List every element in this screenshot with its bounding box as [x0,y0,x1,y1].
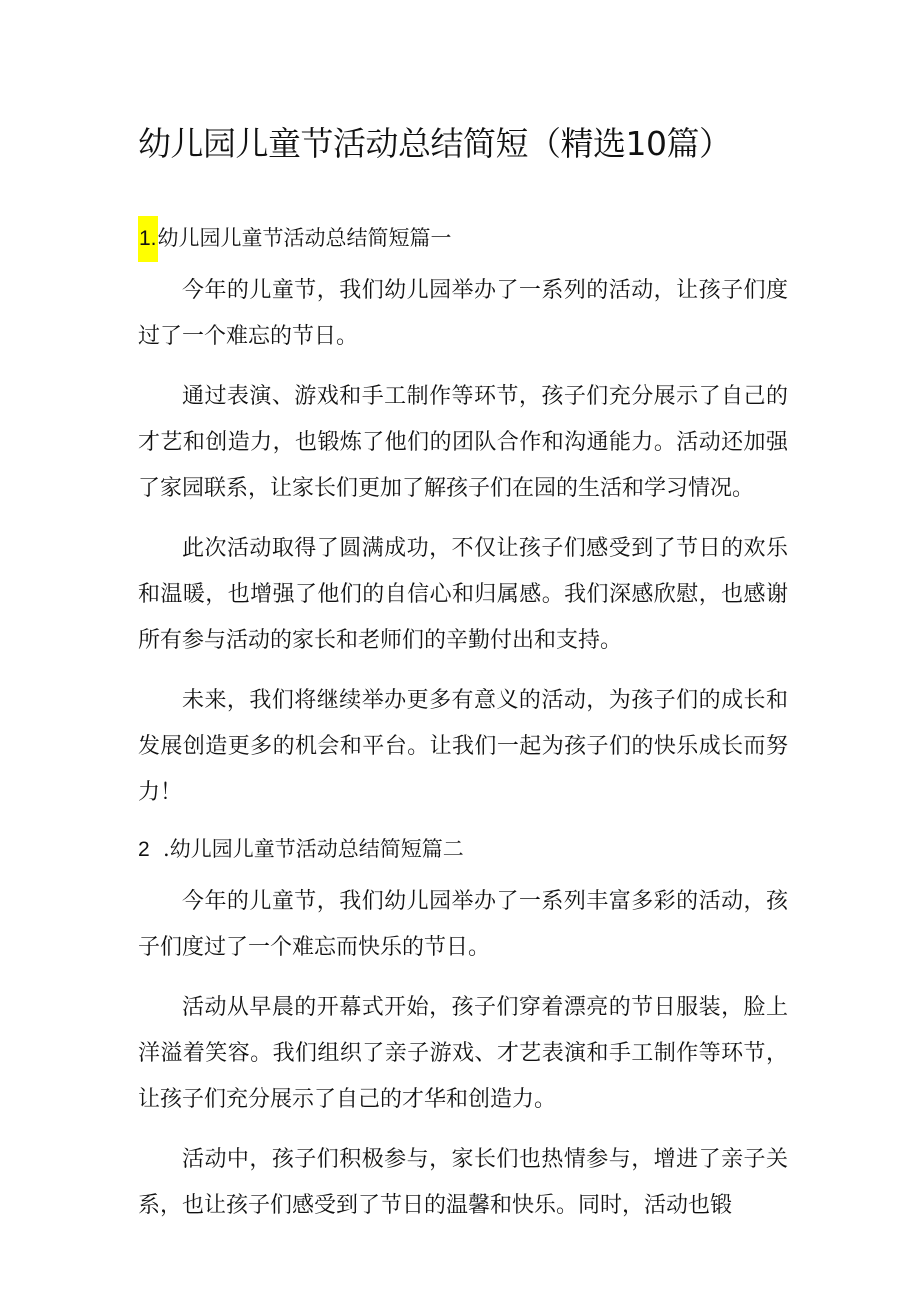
document-body [138,215,788,1243]
paragraph: 通过表演、游戏和手工制作等环节，孩子们充分展示了自己的才艺和创造力，也锻炼了他们的团队合作和沟通能力。活动还加强了家园联系，让家长们更加了解孩子们在园的生活和学习情况。 [138,384,788,501]
paragraph: 活动中，孩子们积极参与，家长们也热情参与，增进了亲子关系，也让孩子们感受到了节日的温馨和快乐。同时，活动也锻 [138,1147,788,1218]
section-heading-text-1: 幼儿园儿童节活动总结简短篇一 [157,226,452,250]
section-heading-2 [138,826,788,873]
section-heading-text-2: .幼儿园儿童节活动总结简短篇二 [163,837,464,861]
paragraph: 今年的儿童节，我们幼儿园举办了一系列丰富多彩的活动，孩子们度过了一个难忘而快乐的节日。 [138,889,788,960]
section-heading-1 [138,215,788,262]
paragraph: 活动从早晨的开幕式开始，孩子们穿着漂亮的节日服装，脸上洋溢着笑容。我们组织了亲子游戏、才艺表演和手工制作等环节，让孩子们充分展示了自己的才华和创造力。 [138,995,788,1112]
paragraph: 未来，我们将继续举办更多有意义的活动，为孩子们的成长和发展创造更多的机会和平台。让我们一起为孩子们的快乐成长而努力！ [138,688,788,805]
section-number-1: 1. [138,216,158,262]
paragraph: 此次活动取得了圆满成功，不仅让孩子们感受到了节日的欢乐和温暖，也增强了他们的自信心和归属感。我们深感欣慰，也感谢所有参与活动的家长和老师们的辛勤付出和支持。 [138,536,788,653]
section-number-2: 2 [138,838,150,861]
document-title: 幼儿园儿童节活动总结简短（精选10篇） [138,124,732,163]
paragraph: 今年的儿童节，我们幼儿园举办了一系列的活动，让孩子们度过了一个难忘的节日。 [138,278,788,349]
